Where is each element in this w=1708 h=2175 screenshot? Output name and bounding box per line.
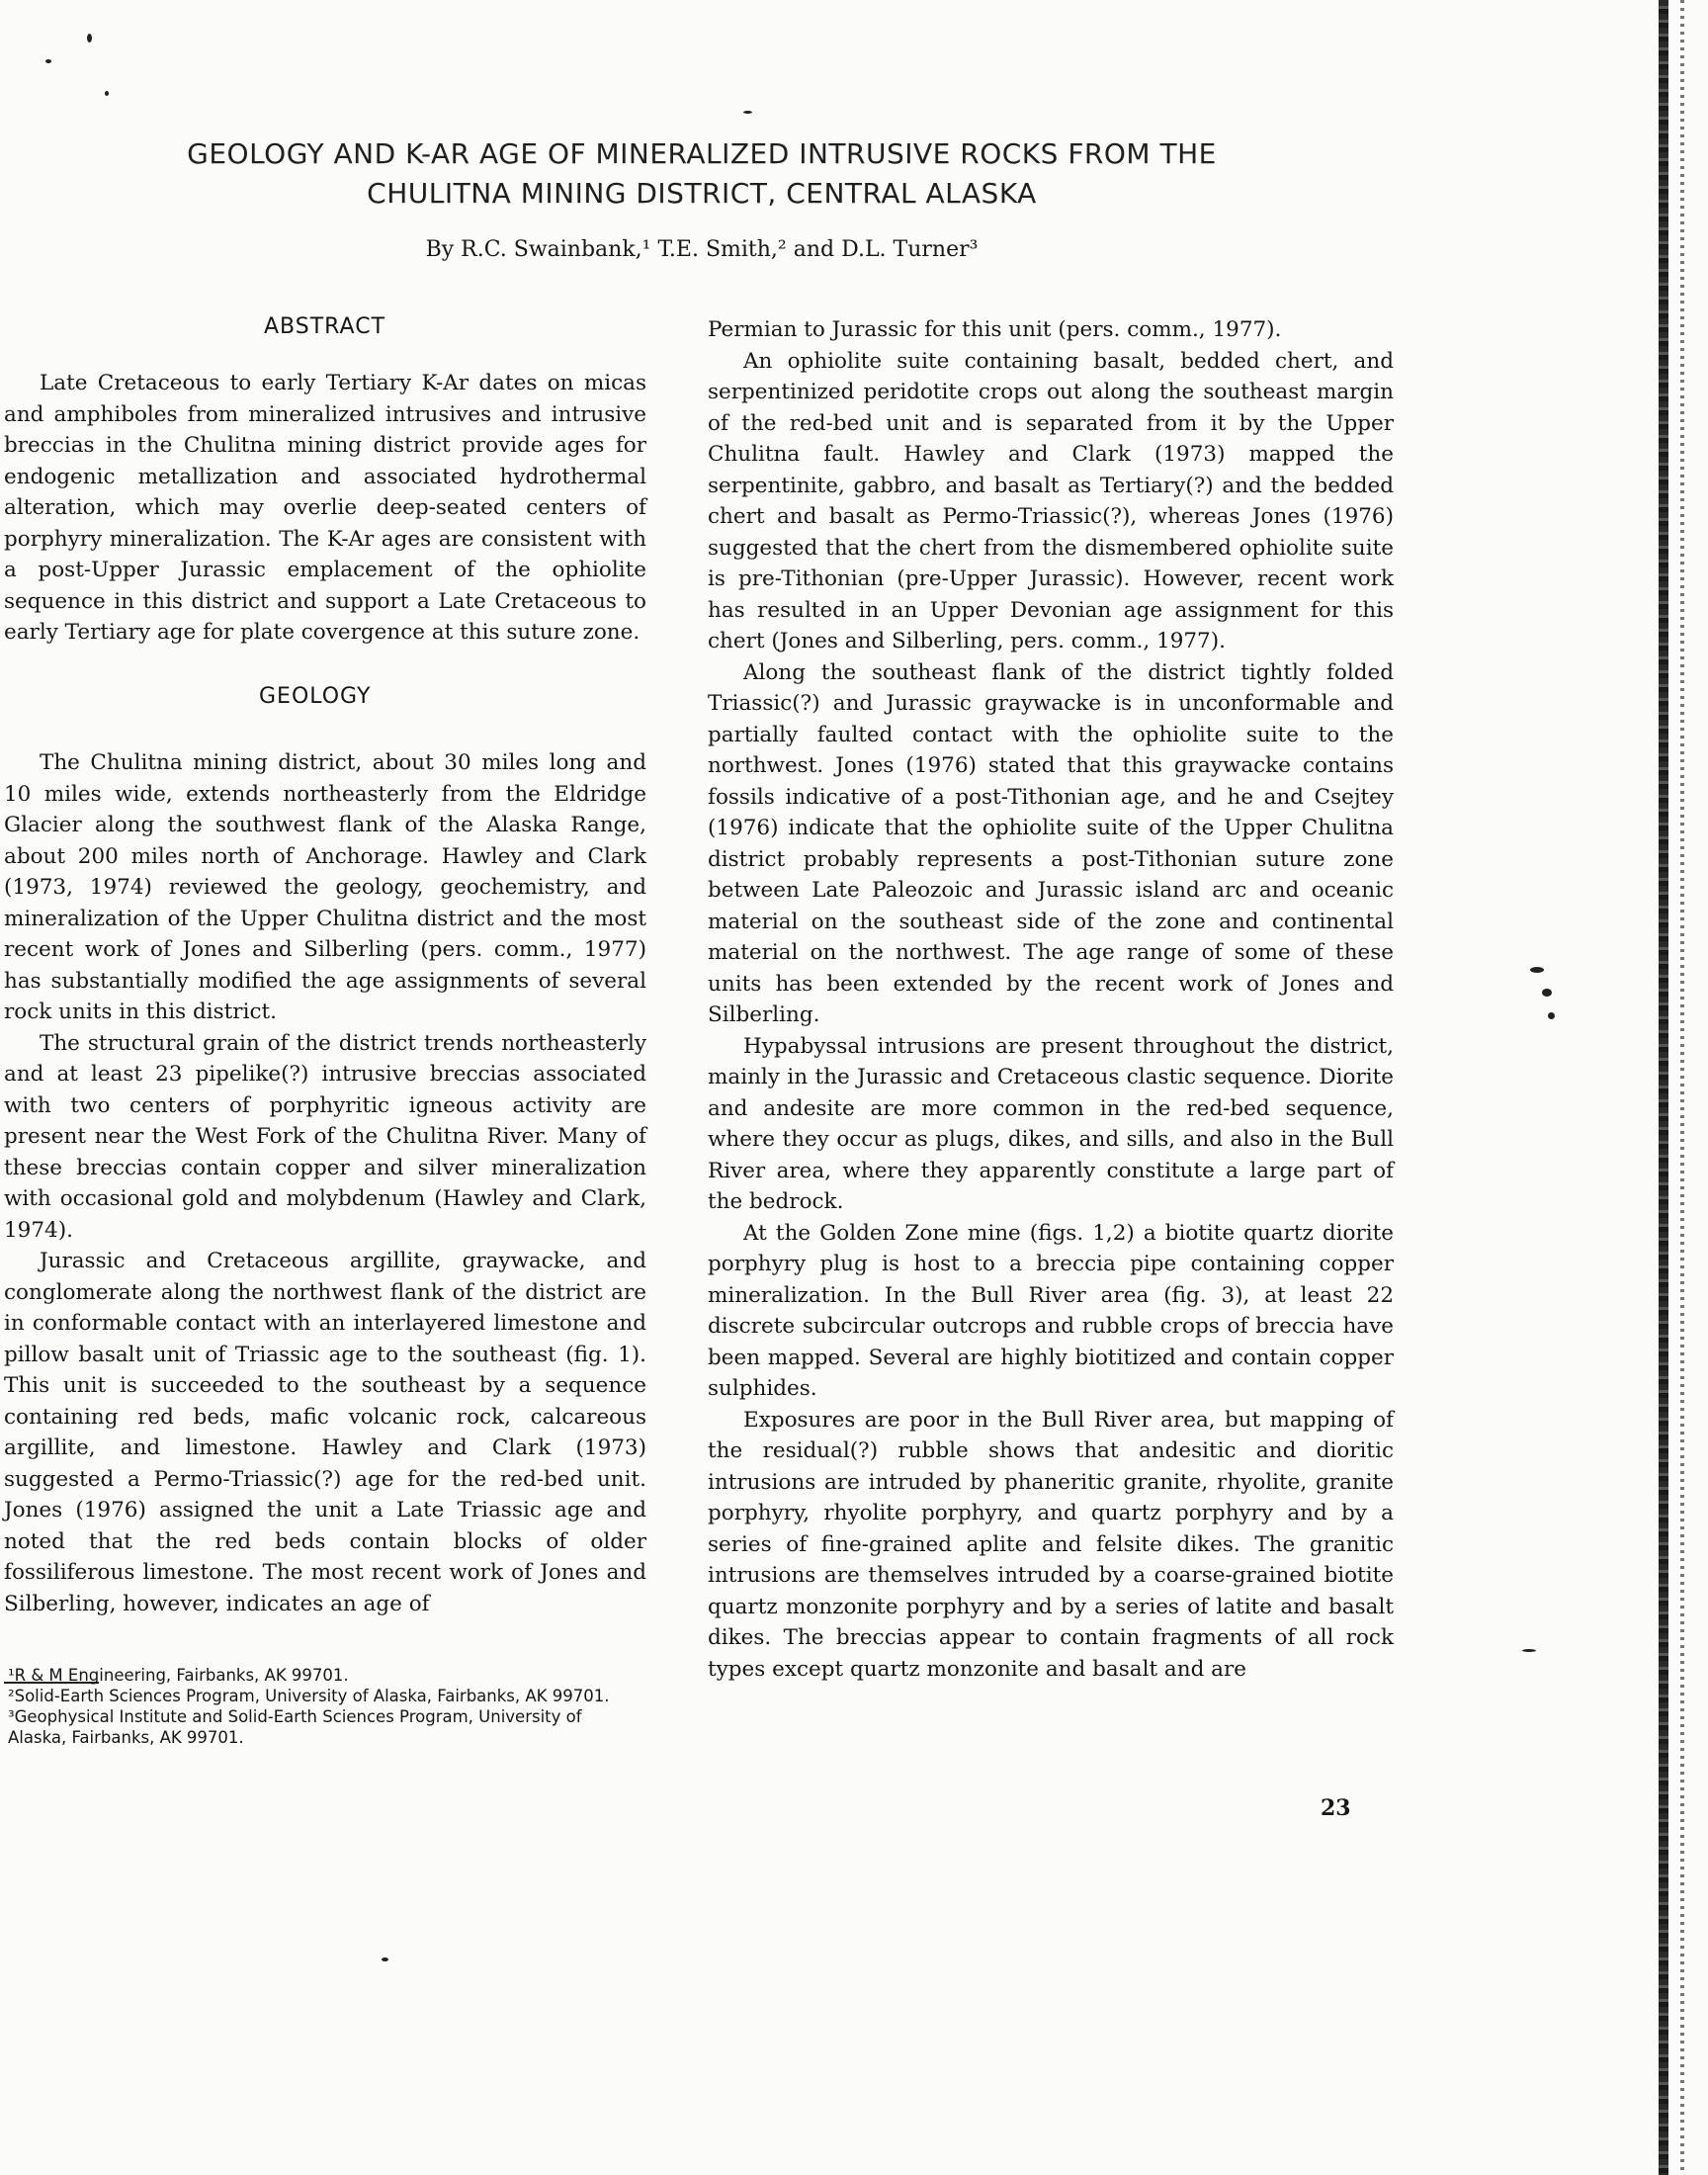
- scan-speck: [382, 1958, 388, 1961]
- scan-speck: [45, 59, 51, 63]
- right-paragraph-2: Along the southeast flank of the district tightly folded Triassic(?) and Jurassic graywacke is in unconformable and partially faulted contact with the ophiolite suite to the northwest. Jones (1976) stated that this graywacke contains fossils indicative of a post-Tithonian age, and he and Csejtey (1976) indicate that the ophiolite suite of the Upper Chulitna district probably represents a post-Tithonian suture zone between Late Paleozoic and Jurassic island arc and oceanic material on the southeast side of the zone and continental material on the northwest. The age range of some of these units has been extended by the recent work of Jones and Silberling.: [708, 659, 1394, 1027]
- scan-speck: [743, 111, 752, 114]
- left-paragraph-3: Jurassic and Cretaceous argillite, graywacke, and conglomerate along the northwest flank of the district are in conformable contact with an interlayered limestone and pillow basalt unit of Triassic age to the southeast (fig. 1). This unit is succeeded to the southeast by a sequence containing red beds, mafic volcanic rock, calcareous argillite, and limestone. Hawley and Clark (1973) suggested a Permo-Triassic(?) age for the red-bed unit. Jones (1976) assigned the unit a Late Triassic age and noted that the red beds contain blocks of older fossiliferous limestone. The most recent work of Jones and Silberling, however, indicates an age of: [4, 1249, 646, 1616]
- scan-speck: [1522, 1649, 1536, 1652]
- page-number: 23: [1321, 1795, 1351, 1821]
- scan-speck: [87, 34, 92, 43]
- author-byline: By R.C. Swainbank,¹ T.E. Smith,² and D.L. Turner³: [425, 237, 979, 262]
- scan-speck: [105, 91, 109, 96]
- right-paragraph-5: Exposures are poor in the Bull River area, but mapping of the residual(?) rubble shows that andesitic and dioritic intrusions are intruded by phaneritic granite, rhyolite, granite porphyry, rhyolite porphyry, and quartz porphyry and by a series of fine-grained aplite and felsite dikes. The granitic intrusions are themselves intruded by a coarse-grained biotite quartz monzonite porphyry and by a series of latite and basalt dikes. The breccias appear to contain fragments of all rock types except quartz monzonite and basalt and are: [708, 1407, 1394, 1682]
- scan-speck: [1548, 1012, 1555, 1019]
- abstract-text: [4, 368, 646, 649]
- footnotes: [8, 1665, 640, 1748]
- footnote-3: ³Geophysical Institute and Solid-Earth Sciences Program, University of Alaska, Fairbanks, AK 99701.: [8, 1707, 582, 1747]
- right-paragraph-1: An ophiolite suite containing basalt, bedded chert, and serpentinized peridotite crops out along the southeast margin of the red-bed unit and is separated from it by the Upper Chulitna fault. Hawley and Clark (1973) mapped the serpentinite, gabbro, and basalt as Tertiary(?) and the bedded chert and basalt as Permo-Triassic(?), whereas Jones (1976) suggested that the chert from the dismembered ophiolite suite is pre-Tithonian (pre-Upper Jurassic). However, recent work has resulted in an Upper Devonian age assignment for this chert (Jones and Silberling, pers. comm., 1977).: [708, 348, 1394, 653]
- left-paragraph-2: The structural grain of the district trends northeasterly and at least 23 pipelike(?) intrusive breccias associated with two centers of porphyritic igneous activity are present near the West Fork of the Chulitna River. Many of these breccias contain copper and silver mineralization with occasional gold and molybdenum (Hawley and Clark, 1974).: [4, 1030, 646, 1243]
- left-paragraph-1: The Chulitna mining district, about 30 miles long and 10 miles wide, extends northeasterly from the Eldridge Glacier along the southwest flank of the Alaska Range, about 200 miles north of Anchorage. Hawley and Clark (1973, 1974) reviewed the geology, geochemistry, and mineralization of the Upper Chulitna district and the most recent work of Jones and Silberling (pers. comm., 1977) has substantially modified the age assignments of several rock units in this district.: [4, 750, 646, 1024]
- footnote-2: ²Solid-Earth Sciences Program, University of Alaska, Fairbanks, AK 99701.: [8, 1687, 610, 1705]
- left-column-body: [4, 747, 646, 1619]
- scan-speck: [1542, 989, 1552, 997]
- right-paragraph-3: Hypabyssal intrusions are present throughout the district, mainly in the Jurassic and Cretaceous clastic sequence. Diorite and andesite are more common in the red-bed sequence, where they occur as plugs, dikes, and sills, and also in the Bull River area, where they apparently constitute a large part of the bedrock.: [708, 1033, 1394, 1214]
- footnote-1: ¹R & M Engineering, Fairbanks, AK 99701.: [8, 1666, 349, 1685]
- abstract-paragraph: Late Cretaceous to early Tertiary K-Ar dates on micas and amphiboles from mineralized intrusives and intrusive breccias in the Chulitna mining district provide ages for endogenic metallization and associated hydrothermal alteration, which may overlie deep-seated centers of porphyry mineralization. The K-Ar ages are consistent with a post-Upper Jurassic emplacement of the ophiolite sequence in this district and support a Late Cretaceous to early Tertiary age for plate covergence at this suture zone.: [4, 371, 646, 645]
- title-line-2: CHULITNA MINING DISTRICT, CENTRAL ALASKA: [367, 177, 1037, 210]
- geology-heading: GEOLOGY: [259, 684, 372, 709]
- right-column-body: [708, 314, 1394, 1685]
- scan-speck: [1530, 967, 1544, 973]
- right-paragraph-0: Permian to Jurassic for this unit (pers. comm., 1977).: [708, 317, 1282, 342]
- paper-title: [109, 134, 1295, 214]
- binding-edge-shadow: [1680, 0, 1684, 2175]
- title-line-1: GEOLOGY AND K-AR AGE OF MINERALIZED INTRUSIVE ROCKS FROM THE: [187, 137, 1217, 170]
- binding-edge: [1659, 0, 1668, 2175]
- right-paragraph-4: At the Golden Zone mine (figs. 1,2) a biotite quartz diorite porphyry plug is host to a breccia pipe containing copper mineralization. In the Bull River area (fig. 3), at least 22 discrete subcircular outcrops and rubble crops of breccia have been mapped. Several are highly biotitized and contain copper sulphides.: [708, 1220, 1394, 1401]
- abstract-heading: ABSTRACT: [264, 314, 386, 339]
